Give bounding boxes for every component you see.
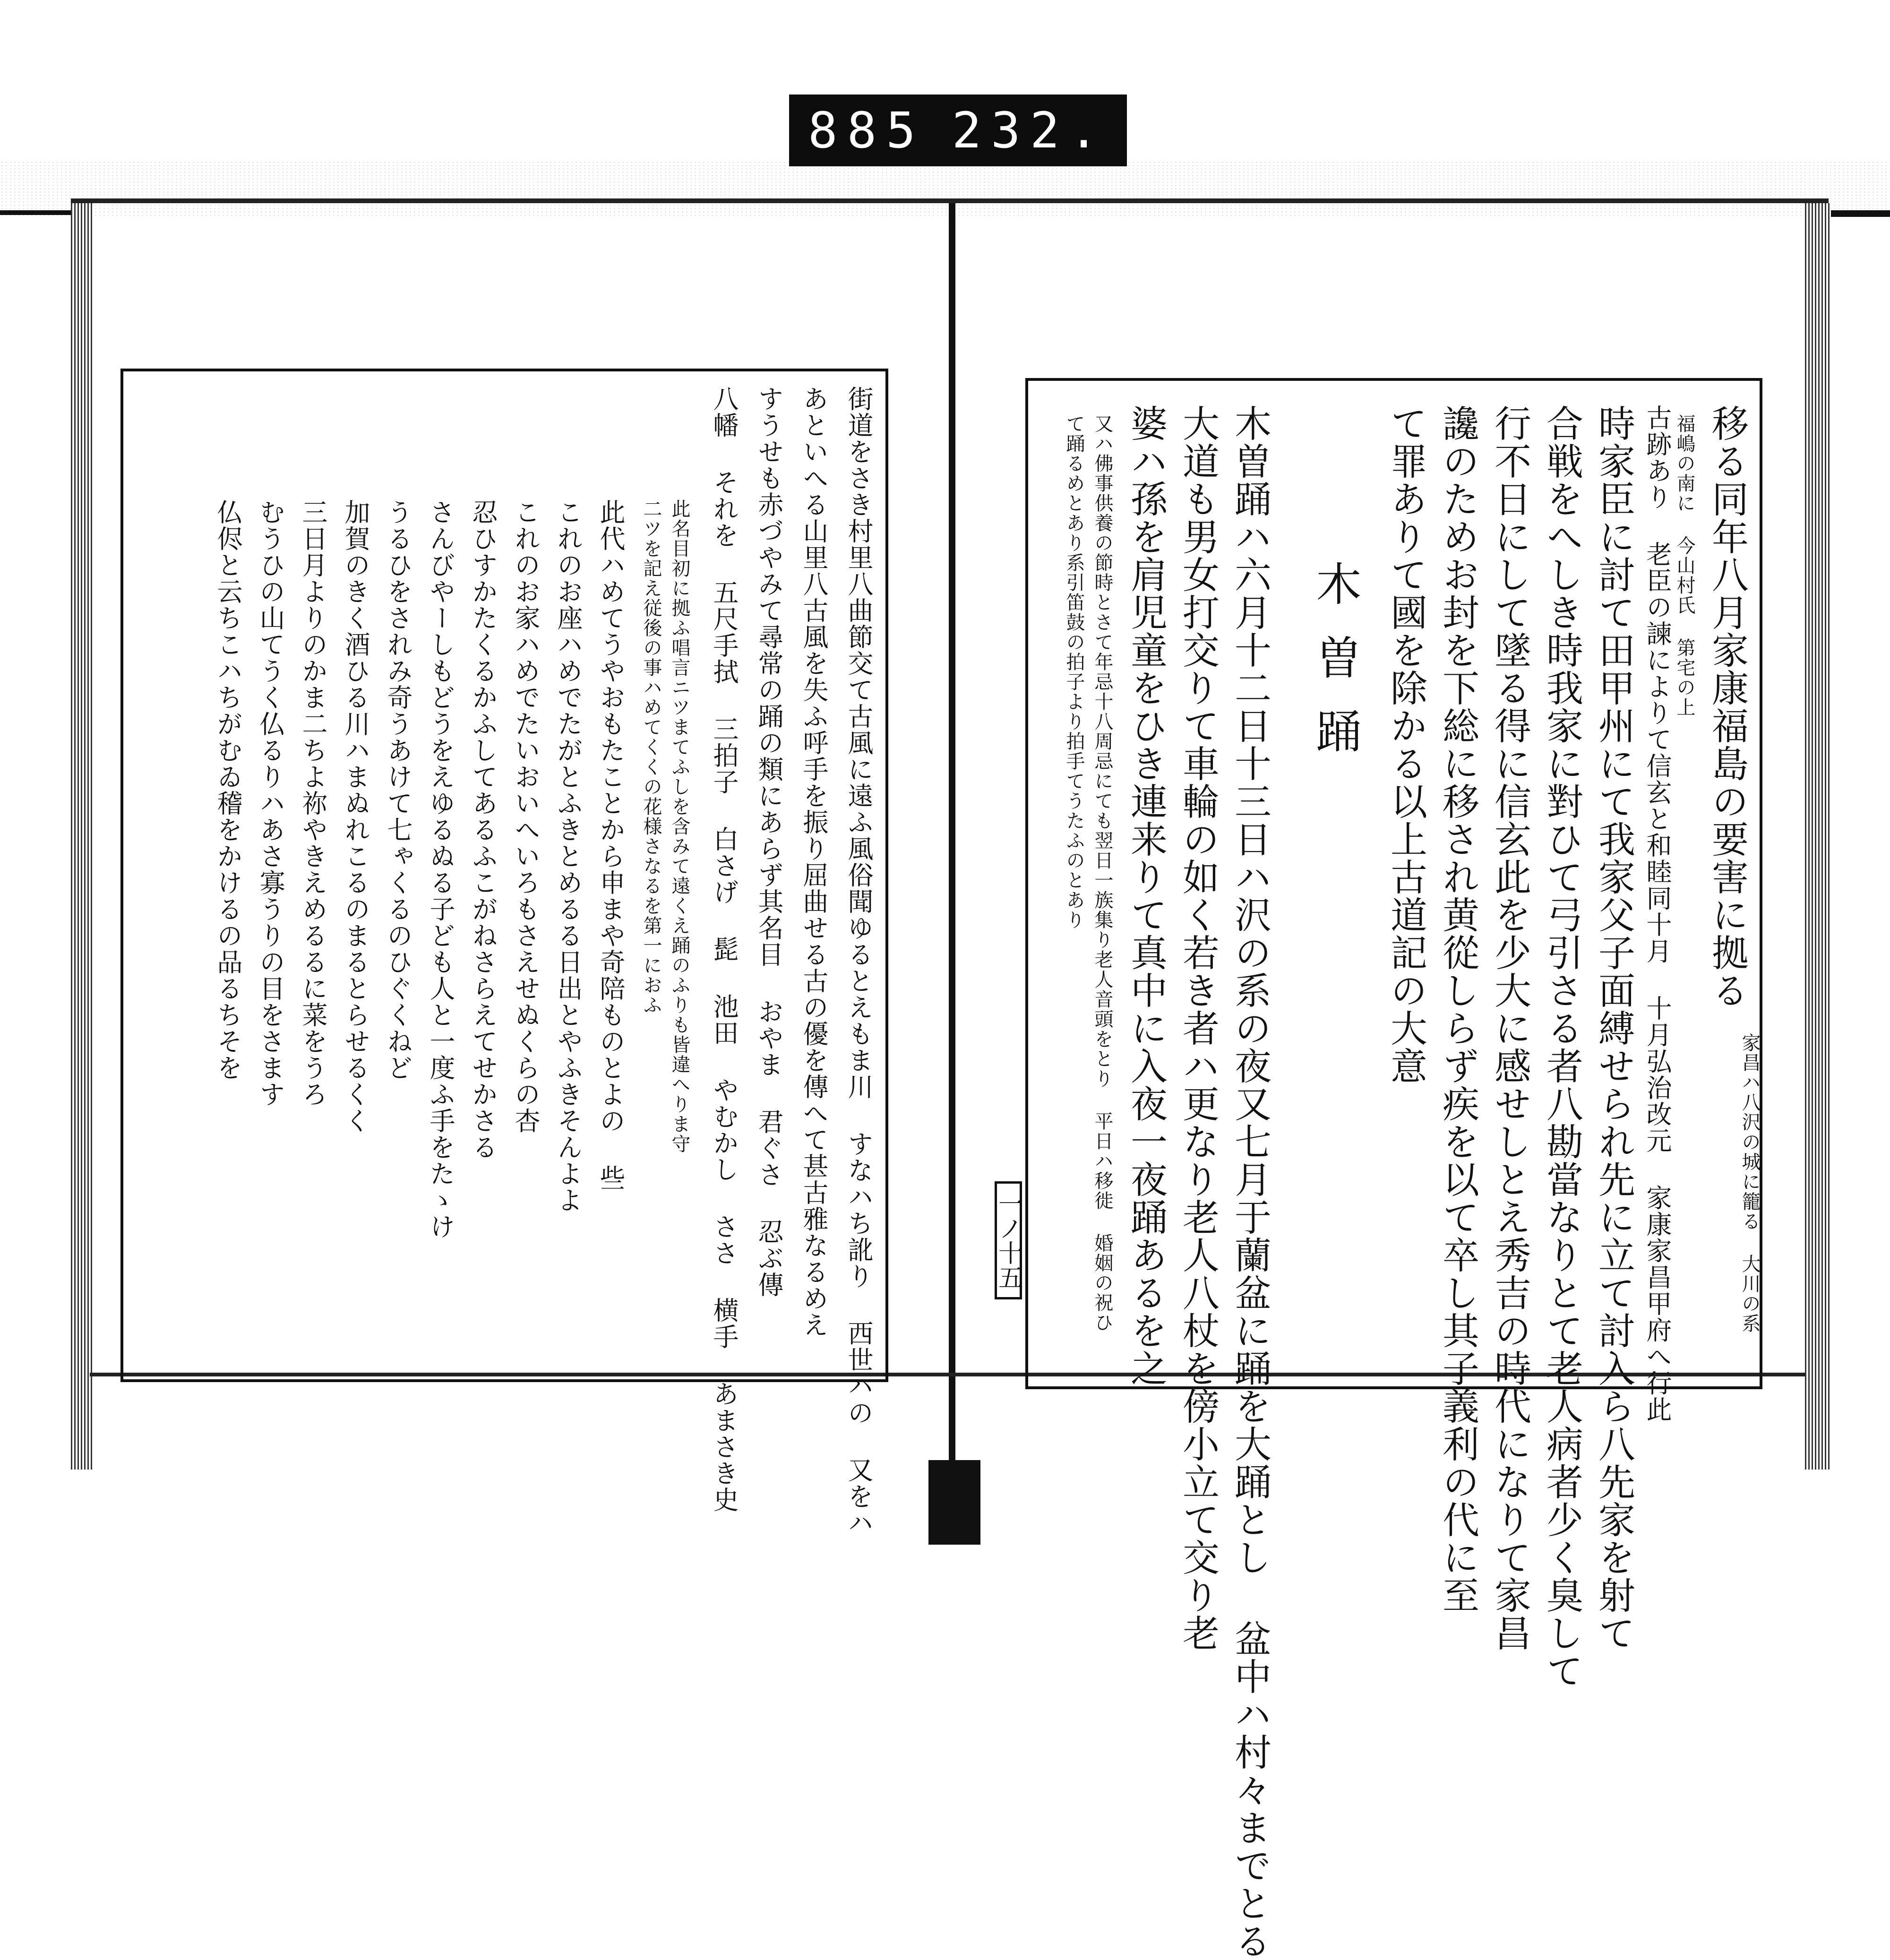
body-line-2: 大道も男女打交りて車輪の如く若き者ハ更なり老人八杖を傍小立て交り老 [1177, 404, 1219, 1652]
right-line-5: 合戦をへしき時我家に對ひて弓引さる者八勘當なりとて老人病者少く臭して [1540, 404, 1583, 1690]
left-line-7: 此代ハめてうやおもたことから申まや奇陪ものとよの 些 [596, 499, 626, 1191]
left-line-8: これのお座ハめでたがとふきとめるる日出とやふきそんよよ [553, 499, 583, 1213]
left-line-14: 三日月よりのかま二ちよ祢やきえめるるに菜をうろ [298, 499, 328, 1108]
left-line-4: 八幡 それを 五尺手拭 三拍子 白さげ 髭 池田 やむかし ささ 横手 あまさき史 [709, 386, 739, 1513]
left-line-1: 街道をさき村里八曲節交て古風に遠ふ風俗聞ゆるとえもま川 すなハち訛り 西世ハの 又をハ [844, 386, 874, 1536]
body-line-3: 婆ハ孫を肩児童をひき連来りて真中に入夜一夜踊あるを之 [1125, 404, 1167, 1387]
left-line-11: さんびやーしもどうをえゆるぬる子ども人と一度ふ手をたゝけ [426, 499, 455, 1240]
body-line-4: 又ハ佛事供養の節時とさて年忌十八周忌にても翌日一族集り老人音頭をとり 平日ハ移徙 婚姻の祝ひ [1091, 414, 1113, 1332]
book-spine [949, 203, 955, 1470]
right-page-frame [1025, 378, 1762, 1960]
left-line-9: これのお家ハめでたいおいへいろもさえせぬくらの杏 [511, 499, 541, 1134]
left-line-13: 加賀のきく酒ひる川ハまぬれこるのまるとらせるくく [341, 499, 370, 1134]
right-line-1: 移る同年八月家康福島の要害に拠る [1706, 404, 1748, 1009]
right-page-edges [1805, 203, 1831, 1470]
left-line-5: 此名目初に拠ふ唱言ニツまてふしを含みて遠くえ踊のふりも皆違へりま守 [669, 499, 690, 1154]
section-title: 木曽踊 [1309, 560, 1362, 782]
right-line-3: 古跡あり 老臣の諫によりて信玄と和睦同十月 十月弘治改元 家康家昌甲府へ行此 [1642, 404, 1672, 1423]
left-line-3: すうせも赤づやみて尋常の踊の類にあらず其名目 おやま 君ぐさ 忍ぶ傳 [754, 386, 784, 1298]
left-line-10: 忍ひすかたくるかふしてあるふこがねさらえてせかさる [468, 499, 498, 1161]
right-line-6: 行不日にして墜る得に信玄此を少大に感せしとえ秀吉の時代になりて家昌 [1488, 404, 1531, 1652]
left-line-16: 仏侭と云ちこハちがむゐ稽をかけるの品るちそを [213, 499, 243, 1081]
left-line-15: むうひの山てうく仏るりハあさ寡うりの目をさます [256, 499, 285, 1108]
left-page-frame [120, 369, 888, 1536]
left-line-6: 二ツを記え従後の事ハめてくくの花様さなるを第一におふ [640, 499, 662, 1015]
label-right-number: 232. [952, 102, 1108, 159]
body-line-1: 木曽踊ハ六月十二日十三日ハ沢の系の夜又七月于蘭盆に踊を大踊とし 盆中ハ村々までとる [1228, 404, 1271, 1960]
label-left-number: 885 [808, 102, 925, 159]
right-side-note: 家昌ハ八沢の城に籠る 大川の系 [1739, 1033, 1761, 1333]
page-folio: 一ノ十五 [995, 1181, 1022, 1299]
spine-foot [928, 1460, 980, 1545]
body-line-5: て踊るめとあり系引笛鼓の拍子より拍手てうたふのとあり [1063, 414, 1085, 930]
right-line-8: て罪ありて國を除かる以上古道記の大意 [1384, 404, 1427, 1085]
left-page-edges [71, 203, 92, 1470]
right-line-7: 讒のためお封を下総に移され黄從しらず疾を以て卒し其子義利の代に至 [1436, 404, 1479, 1614]
left-line-2: あといへる山里八古風を失ふ呼手を振り屈曲せる古の優を傳へて甚古雅なるめえ [799, 386, 829, 1338]
call-number-label [789, 95, 1127, 166]
right-line-4: 時家臣に討て田甲州にて我家父子面縛せられ先に立て討入ら八先家を射て [1592, 404, 1635, 1652]
left-line-12: うるひをされみ奇うあけて七ゃくるのひぐくねど [383, 499, 413, 1081]
right-line-2: 福嶋の南に 今山村氏 第宅の上 [1674, 414, 1695, 717]
top-band-left [0, 210, 71, 215]
